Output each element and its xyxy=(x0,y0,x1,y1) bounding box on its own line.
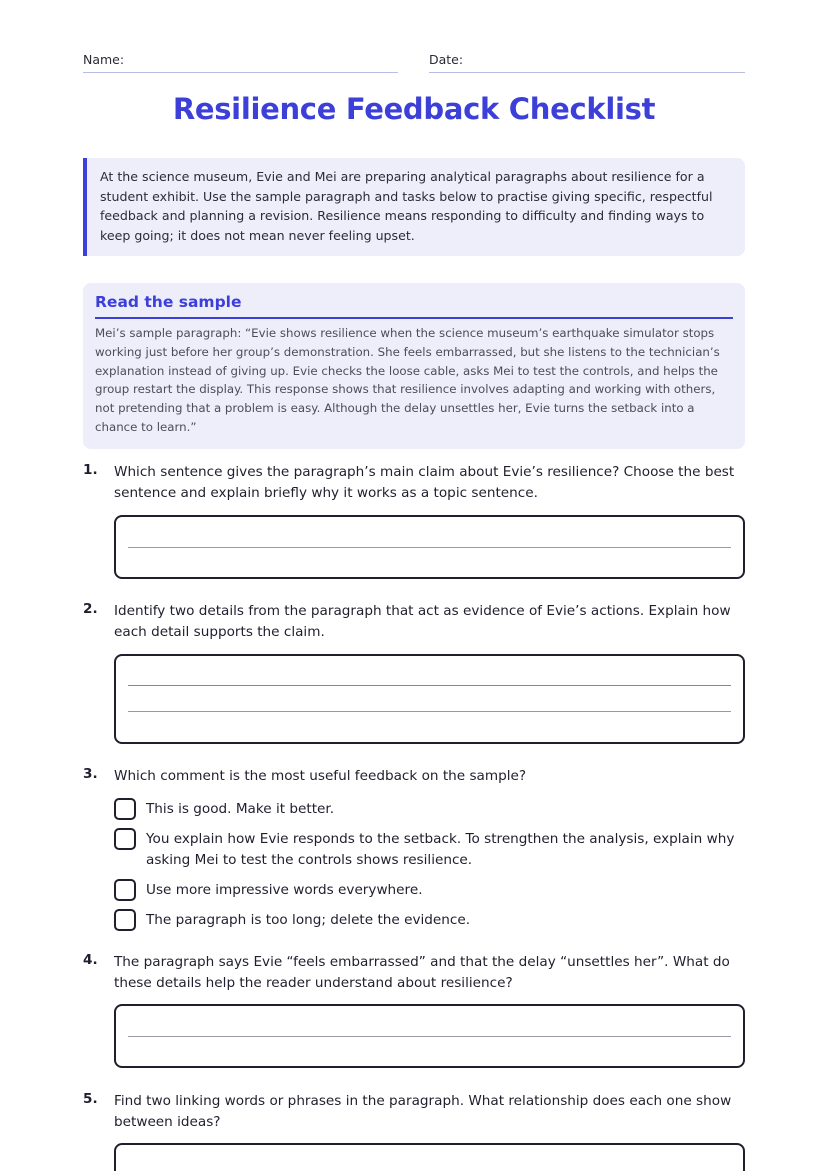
answer-box-4[interactable] xyxy=(114,1004,745,1068)
answer-line xyxy=(128,547,731,548)
question-number: 1. xyxy=(83,462,98,478)
answer-box-1[interactable] xyxy=(114,515,745,579)
question-text: Identify two details from the paragraph that act as evidence of Evie’s actions. Explain how each detail supports the claim. xyxy=(114,603,731,640)
date-label: Date: xyxy=(429,52,464,67)
checkbox[interactable] xyxy=(114,828,136,850)
page-title: Resilience Feedback Checklist xyxy=(172,92,656,126)
option-label: Use more impressive words everywhere. xyxy=(146,882,423,898)
sample-heading: Read the sample xyxy=(95,293,733,319)
question-number: 2. xyxy=(83,601,98,617)
checkbox[interactable] xyxy=(114,798,136,820)
option-label: This is good. Make it better. xyxy=(146,801,335,817)
question-text: The paragraph says Evie “feels embarrassed” and that the delay “unsettles her”. What do these details help the reader understand about resilience? xyxy=(114,954,730,991)
answer-line xyxy=(128,1036,731,1037)
name-label: Name: xyxy=(83,52,125,67)
question-number: 4. xyxy=(83,952,98,968)
answer-line xyxy=(128,685,731,686)
answer-box-2[interactable] xyxy=(114,654,745,744)
option-label: You explain how Evie responds to the setback. To strengthen the analysis, explain why asking Mei to test the controls shows resilience. xyxy=(146,831,735,868)
question-number: 3. xyxy=(83,766,98,782)
date-field[interactable] xyxy=(429,52,745,73)
question-number: 5. xyxy=(83,1091,98,1107)
checkbox[interactable] xyxy=(114,879,136,901)
sample-paragraph: Mei’s sample paragraph: “Evie shows resilience when the science museum’s earthquake simulator stops working just before her group’s demonstration. She feels embarrassed, but she listens to the technician’s explanation instead of giving up. Evie checks the loose cable, asks Mei to test the controls, and helps the group restart the display. This response shows that resilience involves adapting and working with others, not pretending that a problem is easy. Although the delay unsettles her, Evie turns the setback into a chance to learn.” xyxy=(95,326,720,434)
question-text: Which sentence gives the paragraph’s main claim about Evie’s resilience? Choose the best sentence and explain briefly why it works as a topic sentence. xyxy=(114,464,735,501)
checkbox[interactable] xyxy=(114,909,136,931)
student-info-row xyxy=(83,52,745,73)
question-text: Which comment is the most useful feedback on the sample? xyxy=(114,768,527,784)
sample-panel xyxy=(83,283,745,449)
answer-line xyxy=(128,711,731,712)
option-label: The paragraph is too long; delete the evidence. xyxy=(146,912,471,928)
intro-callout: At the science museum, Evie and Mei are preparing analytical paragraphs about resilience for a student exhibit. Use the sample paragraph and tasks below to practise giving specific, respectful feedback and planning a revision. Resilience means responding to difficulty and finding ways to keep going; it does not mean never feeling upset. xyxy=(83,158,745,256)
question-text: Find two linking words or phrases in the paragraph. What relationship does each one show between ideas? xyxy=(114,1093,732,1130)
name-field[interactable] xyxy=(83,52,398,73)
answer-box-5[interactable] xyxy=(114,1143,745,1171)
